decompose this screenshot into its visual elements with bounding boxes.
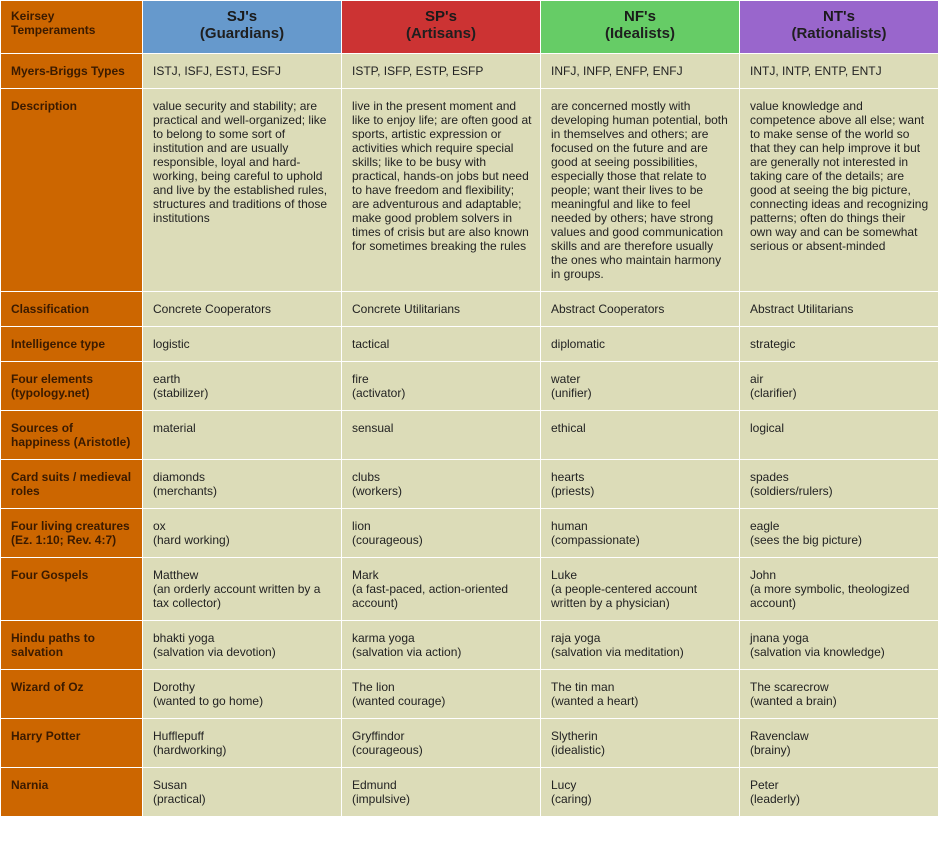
table-cell: air (clarifier) <box>740 362 938 411</box>
table-cell: lion (courageous) <box>342 509 541 558</box>
table-cell: eagle (sees the big picture) <box>740 509 938 558</box>
table-row-hindu-paths <box>1 621 938 670</box>
table-row-four-gospels <box>1 558 938 621</box>
table-cell: Lucy (caring) <box>541 768 740 817</box>
table-cell: strategic <box>740 327 938 362</box>
header-row <box>1 1 938 54</box>
table-cell: The tin man (wanted a heart) <box>541 670 740 719</box>
row-label: Wizard of Oz <box>1 670 143 719</box>
column-header-sj <box>143 1 342 54</box>
table-row-sources-of-happiness <box>1 411 938 460</box>
table-row-description <box>1 89 938 292</box>
column-header-nf <box>541 1 740 54</box>
table-cell: Concrete Utilitarians <box>342 292 541 327</box>
row-label: Hindu paths to salvation <box>1 621 143 670</box>
table-cell: INTJ, INTP, ENTP, ENTJ <box>740 54 938 89</box>
table-cell: live in the present moment and like to enjoy life; are often good at sports, artistic expression or activities which require special skills; like to be busy with practical, hands-on jobs but need to have freedom and flexibility; are adventurous and adaptable; make good problem solvers in times of crisis but are also known for sometimes breaking the rules <box>342 89 541 292</box>
table-cell: The scarecrow (wanted a brain) <box>740 670 938 719</box>
table-cell: Edmund (impulsive) <box>342 768 541 817</box>
table-cell: fire (activator) <box>342 362 541 411</box>
table-cell: logistic <box>143 327 342 362</box>
table-cell: human (compassionate) <box>541 509 740 558</box>
column-subtitle: (Artisans) <box>405 25 476 42</box>
table-cell: ethical <box>541 411 740 460</box>
table-cell: raja yoga (salvation via meditation) <box>541 621 740 670</box>
table-cell: spades (soldiers/rulers) <box>740 460 938 509</box>
column-header-nt <box>740 1 938 54</box>
table-cell: jnana yoga (salvation via knowledge) <box>740 621 938 670</box>
table-row-classification <box>1 292 938 327</box>
table-cell: Peter (leaderly) <box>740 768 938 817</box>
table-cell: are concerned mostly with developing human potential, both in themselves and others; are focused on the future and are good at seeing possibilities, especially those that relate to people; want their lives to be meaningful and like to feel needed by others; have strong values and good communication skills and are therefore usually the ones who maintain harmony in groups. <box>541 89 740 292</box>
table-cell: diamonds (merchants) <box>143 460 342 509</box>
row-label: Harry Potter <box>1 719 143 768</box>
table-cell: value security and stability; are practical and well-organized; like to belong to some sort of institution and are usually responsible, loyal and hard-working, being careful to uphold and live by the established rules, structures and traditions of those institutions <box>143 89 342 292</box>
row-label: Sources of happiness (Aristotle) <box>1 411 143 460</box>
table-cell: Hufflepuff (hardworking) <box>143 719 342 768</box>
table-cell: Susan (practical) <box>143 768 342 817</box>
table-row-narnia <box>1 768 938 817</box>
table-cell: earth (stabilizer) <box>143 362 342 411</box>
table-cell: Abstract Cooperators <box>541 292 740 327</box>
table-row-wizard-of-oz <box>1 670 938 719</box>
column-title: SJ's <box>226 8 258 25</box>
row-label: Classification <box>1 292 143 327</box>
row-label: Card suits / medieval roles <box>1 460 143 509</box>
column-title: SP's <box>425 8 457 25</box>
column-subtitle: (Rationalists) <box>791 25 887 42</box>
table-cell: karma yoga (salvation via action) <box>342 621 541 670</box>
table-cell: Mark (a fast-paced, action-oriented account) <box>342 558 541 621</box>
table-cell: logical <box>740 411 938 460</box>
column-header-sp <box>342 1 541 54</box>
table-cell: Matthew (an orderly account written by a tax collector) <box>143 558 342 621</box>
table-row-living-creatures <box>1 509 938 558</box>
row-label: Four Gospels <box>1 558 143 621</box>
row-label: Narnia <box>1 768 143 817</box>
row-label: Four elements (typology.net) <box>1 362 143 411</box>
row-label: Myers-Briggs Types <box>1 54 143 89</box>
table-cell: Slytherin (idealistic) <box>541 719 740 768</box>
table-row-harry-potter <box>1 719 938 768</box>
column-title: NT's <box>823 8 855 25</box>
table-cell: ox (hard working) <box>143 509 342 558</box>
table-cell: Ravenclaw (brainy) <box>740 719 938 768</box>
table-cell: material <box>143 411 342 460</box>
table-cell: Luke (a people-centered account written by a physician) <box>541 558 740 621</box>
table-cell: ISTP, ISFP, ESTP, ESFP <box>342 54 541 89</box>
table-row-card-suits <box>1 460 938 509</box>
table-cell: Gryffindor (courageous) <box>342 719 541 768</box>
row-label: Four living creatures (Ez. 1:10; Rev. 4:7) <box>1 509 143 558</box>
table-cell: water (unifier) <box>541 362 740 411</box>
table-row-intelligence-type <box>1 327 938 362</box>
table-cell: The lion (wanted courage) <box>342 670 541 719</box>
table-cell: hearts (priests) <box>541 460 740 509</box>
column-subtitle: (Guardians) <box>199 25 285 42</box>
corner-header <box>1 1 143 54</box>
table-cell: sensual <box>342 411 541 460</box>
table-cell: ISTJ, ISFJ, ESTJ, ESFJ <box>143 54 342 89</box>
table-cell: diplomatic <box>541 327 740 362</box>
table-cell: Dorothy (wanted to go home) <box>143 670 342 719</box>
table-cell: John (a more symbolic, theologized account) <box>740 558 938 621</box>
table-row-four-elements <box>1 362 938 411</box>
column-subtitle: (Idealists) <box>604 25 676 42</box>
table-cell: tactical <box>342 327 541 362</box>
row-label: Intelligence type <box>1 327 143 362</box>
corner-label: Keirsey Temperaments <box>11 9 96 37</box>
row-label: Description <box>1 89 143 292</box>
table-cell: bhakti yoga (salvation via devotion) <box>143 621 342 670</box>
table-row-myers-briggs <box>1 54 938 89</box>
column-title: NF's <box>624 8 656 25</box>
table-cell: clubs (workers) <box>342 460 541 509</box>
table-cell: value knowledge and competence above all else; want to make sense of the world so that they can help improve it but are generally not interested in taking care of the details; are good at seeing the big picture, connecting ideas and recognizing patterns; often do things their own way and can be somewhat serious or absent-minded <box>740 89 938 292</box>
table-cell: Abstract Utilitarians <box>740 292 938 327</box>
table-cell: INFJ, INFP, ENFP, ENFJ <box>541 54 740 89</box>
table-cell: Concrete Cooperators <box>143 292 342 327</box>
